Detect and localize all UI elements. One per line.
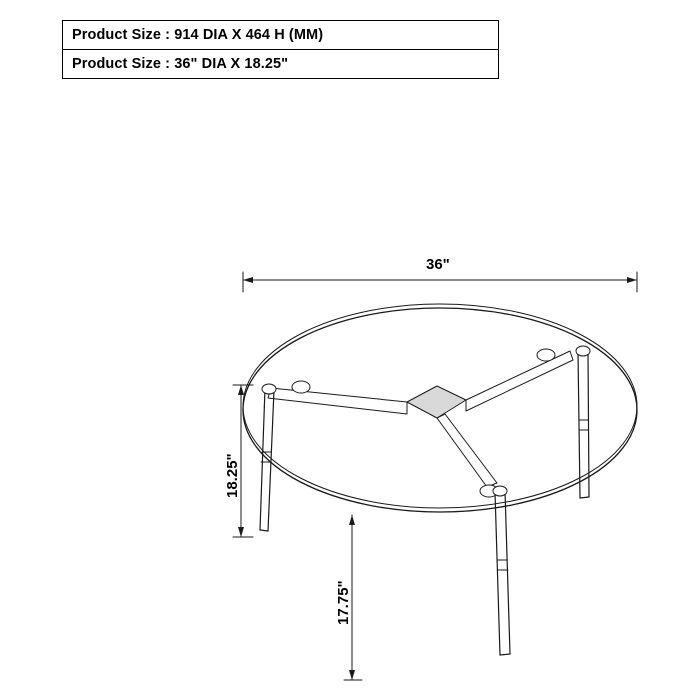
product-size-inch: Product Size : 36" DIA X 18.25" — [63, 50, 499, 79]
width-dimension-label: 36" — [426, 256, 450, 273]
overall-height-dimension-label: 18.25" — [224, 453, 241, 498]
leg-front — [493, 486, 510, 655]
product-size-mm: Product Size : 914 DIA X 464 H (MM) — [63, 21, 499, 50]
width-dimension — [243, 272, 637, 292]
leg-height-dimension-label: 17.75" — [335, 580, 352, 625]
